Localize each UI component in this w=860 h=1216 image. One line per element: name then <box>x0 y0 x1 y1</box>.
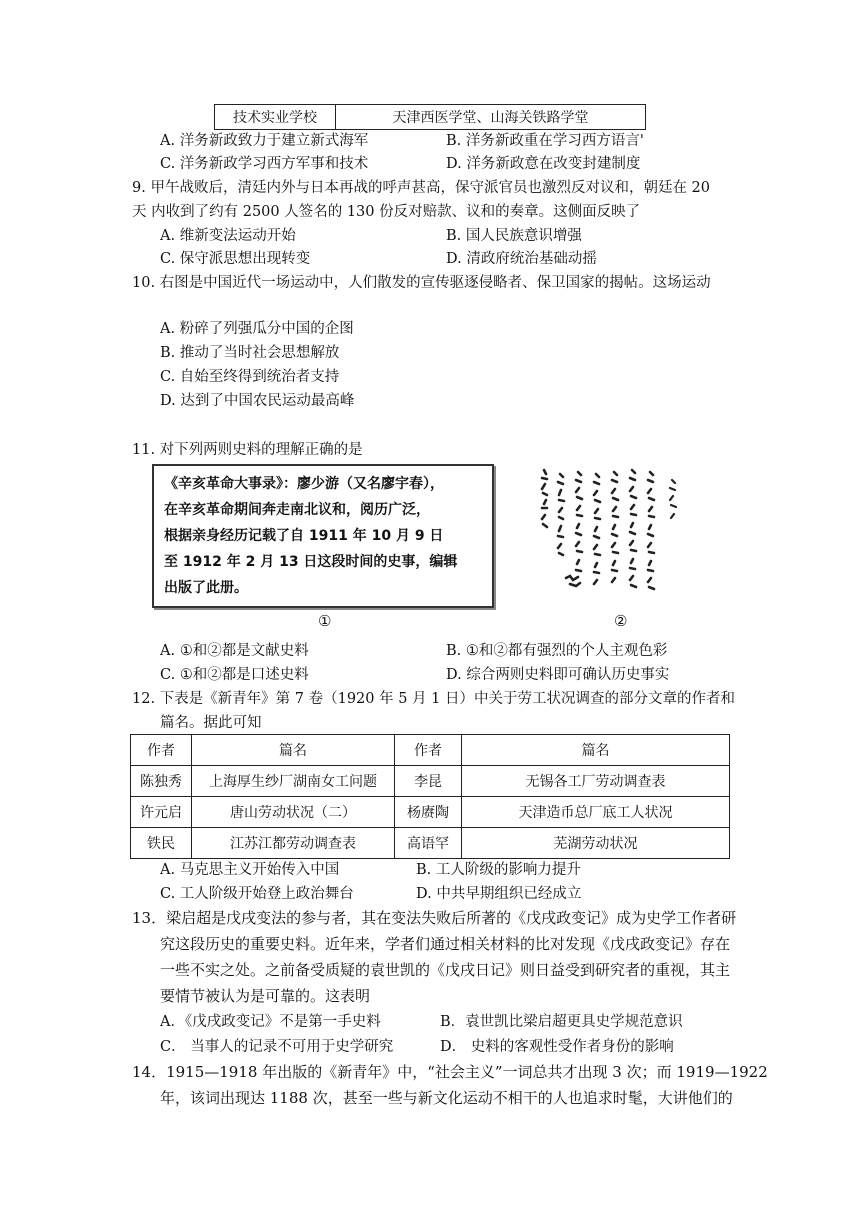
q11-source-box <box>152 464 494 608</box>
q9-stem: 9. 甲午战败后，清廷内外与日本再战的呼声甚高，保守派官员也激烈反对议和，朝廷在 20 <box>132 180 710 196</box>
source-line: 根据亲身经历记载了自 1911 年 10 月 9 日 <box>164 528 444 544</box>
table-row <box>131 797 730 828</box>
q12-option-d: D. 中共早期组织已经成立 <box>416 886 582 902</box>
table-cell: 唐山劳动状况（二） <box>192 797 395 828</box>
q12-table <box>130 734 730 859</box>
source-line: 出版了此册。 <box>164 580 248 596</box>
table-header-row <box>131 735 730 766</box>
q13-option-b: B．袁世凯比梁启超更具史学规范意识 <box>440 1014 683 1030</box>
top-table <box>214 104 646 130</box>
q11-option-b: B. ①和②都有强烈的个人主观色彩 <box>446 643 668 659</box>
table-cell: 李昆 <box>395 766 462 797</box>
q12-option-b: B. 工人阶级的影响力提升 <box>416 862 581 878</box>
source-marker-2: ② <box>614 612 628 630</box>
q10-stem: 10. 右图是中国近代一场运动中，人们散发的宣传驱逐侵略者、保卫国家的揭帖。这场运动 <box>132 275 711 291</box>
handwritten-document-image <box>530 460 690 610</box>
q13-option-d: D． 史料的客观性受作者身份的影响 <box>440 1039 674 1055</box>
q9-option-b: B. 国人民族意识增强 <box>446 228 582 244</box>
table-cell: 上海厚生纱厂湖南女工问题 <box>192 766 395 797</box>
q14-stem: 14．1915—1918 年出版的《新青年》中，“社会主义”一词总共才出现 3 次；而 1919—1922 <box>132 1063 768 1081</box>
q10-option-d: D. 达到了中国农民运动最高峰 <box>160 393 355 409</box>
q8-option-c: C. 洋务新政学习西方军事和技术 <box>160 156 369 172</box>
source-line: 在辛亥革命期间奔走南北议和，阅历广泛， <box>164 502 430 518</box>
q9-option-d: D. 清政府统治基础动摇 <box>446 251 597 267</box>
q11-option-d: D. 综合两则史料即可确认历史事实 <box>446 667 670 683</box>
table-cell: 许元启 <box>131 797 192 828</box>
table-header-cell: 作者 <box>395 735 462 766</box>
q12-stem: 篇名。据此可知 <box>160 715 262 731</box>
table-header-cell: 篇名 <box>192 735 395 766</box>
q9-option-c: C. 保守派思想出现转变 <box>160 251 311 267</box>
q10-option-b: B. 推动了当时社会思想解放 <box>160 345 340 361</box>
q8-option-a: A. 洋务新政致力于建立新式海军 <box>160 133 369 149</box>
q11-stem: 11. 对下列两则史料的理解正确的是 <box>132 442 363 458</box>
q13-option-a: A．《戊戌政变记》不是第一手史料 <box>160 1014 381 1030</box>
table-cell: 天津造币总厂底工人状况 <box>462 797 730 828</box>
table-cell: 铁民 <box>131 828 192 859</box>
table-cell: 陈独秀 <box>131 766 192 797</box>
q13-stem: 一些不实之处。之前备受质疑的袁世凯的《戊戌日记》则日益受到研究者的重视，其主 <box>160 961 731 979</box>
table-header-cell: 篇名 <box>462 735 730 766</box>
q13-stem: 究这段历史的重要史料。近年来，学者们通过相关材料的比对发现《戊戌政变记》存在 <box>160 935 731 953</box>
top-table-cell: 天津西医学堂、山海关铁路学堂 <box>336 105 646 130</box>
q13-option-c: C． 当事人的记录不可用于史学研究 <box>160 1039 394 1055</box>
table-cell: 江苏江都劳动调查表 <box>192 828 395 859</box>
source-line: 至 1912 年 2 月 13 日这段时间的史事，编辑 <box>164 554 458 570</box>
table-cell: 无锡各工厂劳动调查表 <box>462 766 730 797</box>
table-cell: 芜湖劳动状况 <box>462 828 730 859</box>
q14-stem: 年，该词出现达 1188 次，甚至一些与新文化运动不相干的人也追求时髦，大讲他们的 <box>160 1089 733 1107</box>
q12-option-c: C. 工人阶级开始登上政治舞台 <box>160 886 354 902</box>
q12-option-a: A. 马克思主义开始传入中国 <box>160 862 340 878</box>
q11-option-c: C. ①和②都是口述史料 <box>160 667 309 683</box>
table-header-cell: 作者 <box>131 735 192 766</box>
table-row <box>131 766 730 797</box>
source-marker-1: ① <box>318 612 332 630</box>
q10-option-a: A. 粉碎了列强瓜分中国的企图 <box>160 321 354 337</box>
q9-stem: 天 内收到了约有 2500 人签名的 130 份反对赔款、议和的奏章。这侧面反映了 <box>132 204 641 220</box>
source-line: 《辛亥革命大事录》：廖少游（又名廖宇春）， <box>164 476 444 492</box>
table-row <box>131 828 730 859</box>
table-cell: 高语罕 <box>395 828 462 859</box>
q8-option-d: D. 洋务新政意在改变封建制度 <box>446 156 641 172</box>
q9-option-a: A. 维新变法运动开始 <box>160 228 296 244</box>
top-table-cell: 技术实业学校 <box>215 105 336 130</box>
table-cell: 杨赓陶 <box>395 797 462 828</box>
q13-stem: 要情节被认为是可靠的。这表明 <box>160 987 371 1005</box>
q11-option-a: A. ①和②都是文献史料 <box>160 643 309 659</box>
q10-option-c: C. 自始至终得到统治者支持 <box>160 369 340 385</box>
q12-stem: 12. 下表是《新青年》第 7 卷（1920 年 5 月 1 日）中关于劳工状况调查的部分文章的作者和 <box>132 691 736 707</box>
q13-stem: 13．梁启超是戊戌变法的参与者，其在变法失败后所著的《戊戌政变记》成为史学工作者研 <box>132 909 737 927</box>
q8-option-b: B. 洋务新政重在学习西方语言' <box>446 133 644 149</box>
